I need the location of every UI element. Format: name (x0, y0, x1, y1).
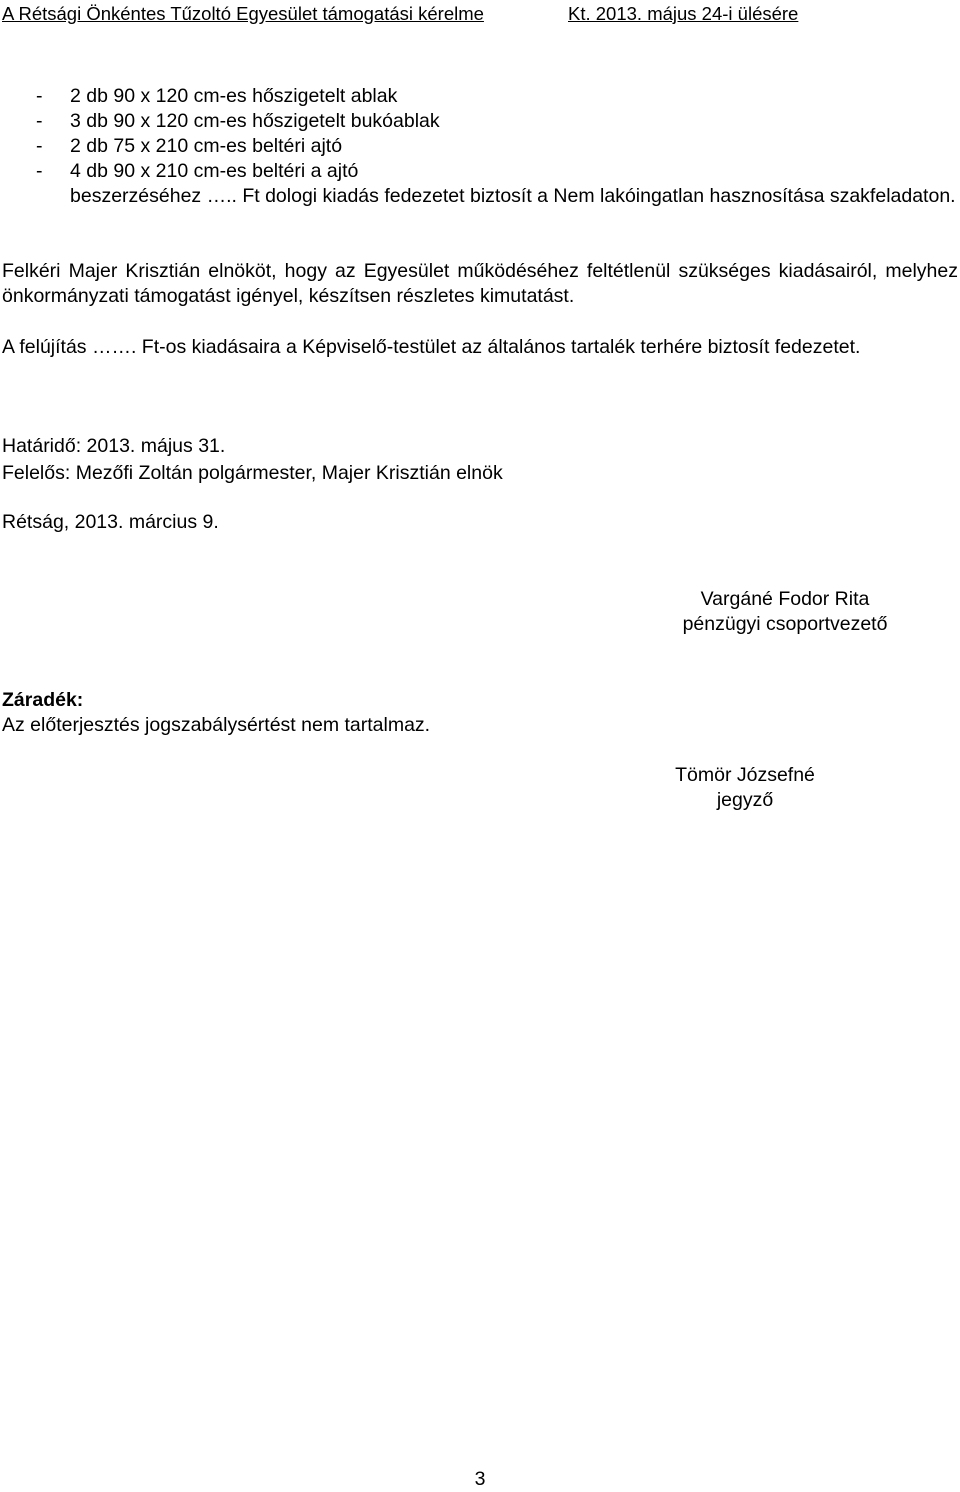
header-title: A Rétsági Önkéntes Tűzoltó Egyesület támogatási kérelme (2, 3, 484, 24)
list-dash: - (36, 85, 43, 107)
clause-text: Az előterjesztés jogszabálysértést nem tartalmaz. (2, 714, 431, 736)
list-item-text: 4 db 90 x 210 cm-es beltéri a ajtó (70, 160, 359, 182)
deadline: Határidő: 2013. május 31. (2, 435, 226, 457)
place-date: Rétság, 2013. március 9. (2, 511, 219, 533)
clause-title: Záradék: (2, 689, 84, 711)
signature-name: Vargáné Fodor Rita (700, 588, 870, 610)
item-list (36, 84, 960, 184)
list-item (36, 109, 960, 134)
list-dash: - (36, 110, 43, 132)
list-item (36, 84, 960, 109)
page-number: 3 (474, 1468, 486, 1490)
list-dash: - (36, 160, 43, 182)
list-dash: - (36, 135, 43, 157)
signature-title: jegyző (716, 789, 774, 811)
header-meeting: Kt. 2013. május 24-i ülésére (568, 3, 799, 24)
list-item-text: 3 db 90 x 120 cm-es hőszigetelt bukóablak (70, 110, 440, 132)
renovation-paragraph: A felújítás ……. Ft-os kiadásaira a Képviselő-testület az általános tartalék terhére biztosít fedezetet. (2, 336, 861, 358)
signature-title: pénzügyi csoportvezető (682, 613, 888, 635)
signature-name: Tömör Józsefné (675, 764, 815, 786)
list-item-text: 2 db 90 x 120 cm-es hőszigetelt ablak (70, 85, 398, 107)
list-item (36, 159, 960, 184)
list-continuation: beszerzéséhez ….. Ft dologi kiadás fedezetet biztosít a Nem lakóingatlan hasznosítása szakfeladaton. (70, 185, 956, 207)
responsible: Felelős: Mezőfi Zoltán polgármester, Majer Krisztián elnök (2, 462, 503, 484)
page-header (2, 1, 958, 27)
list-item-text: 2 db 75 x 210 cm-es beltéri ajtó (70, 135, 343, 157)
list-item (36, 134, 960, 159)
request-paragraph: Felkéri Majer Krisztián elnököt, hogy az Egyesület működéséhez feltétlenül szükséges kiadásairól, melyhez önkormányzati támogatást igényel, készítsen részletes kimutatást. (2, 260, 958, 307)
signature-block-notary (600, 763, 890, 813)
signature-block-finance (640, 587, 930, 637)
